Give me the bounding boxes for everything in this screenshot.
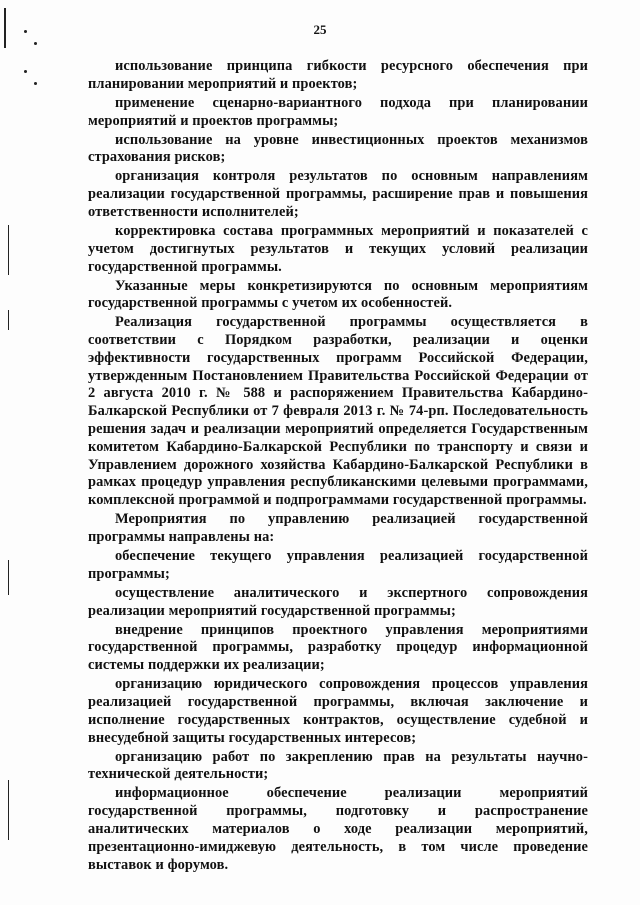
- paragraph: организацию юридического сопровождения процессов управления реализацией государственной программы, включая заключение и исполнение государственных контрактов, осуществление судебной и внесудебной защиты государственных интересов;: [88, 676, 588, 746]
- paragraph: организацию работ по закреплению прав на результаты научно-технической деятельности;: [88, 748, 588, 783]
- paragraph: применение сценарно-вариантного подхода при планировании мероприятий и проектов программы;: [88, 94, 588, 129]
- scan-mark-left-4: [8, 780, 9, 840]
- scan-dot-2: [34, 42, 37, 45]
- paragraph: Реализация государственной программы осуществляется в соответствии с Порядком разработки, реализации и оценки эффективности государственных программ Российской Федерации, утвержденным Постановлением Правительства Российской Федерации от 2 августа 2010 г. № 588 и распоряжением Правительства Кабардино-Балкарской Республики от 7 февраля 2013 г. № 74-рп. Последовательность решения задач и реализации мероприятий определяется Государственным комитетом Кабардино-Балкарской Республики по транспорту и связи и Управлением дорожного хозяйства Кабардино-Балкарской Республики в рамках процедур управления республиканскими целевыми программами, комплексной программой и подпрограммами государственной программы.: [88, 314, 588, 509]
- scan-mark-left-3: [8, 560, 9, 595]
- paragraph: использование на уровне инвестиционных проектов механизмов страхования рисков;: [88, 131, 588, 166]
- paragraph: осуществление аналитического и экспертного сопровождения реализации мероприятий государственной программы;: [88, 584, 588, 619]
- page-number: 25: [313, 22, 327, 37]
- paragraph: использование принципа гибкости ресурсного обеспечения при планировании мероприятий и проектов;: [88, 58, 588, 92]
- scan-mark-left-1: [8, 225, 9, 275]
- paragraph: организация контроля результатов по основным направлениям реализации государственной программы, расширение прав и повышения ответственности исполнителей;: [88, 168, 588, 220]
- scan-dot-4: [34, 82, 37, 85]
- scan-dot-3: [24, 70, 27, 73]
- paragraph: информационное обеспечение реализации мероприятий государственной программы, подготовку и распространение аналитических материалов о ходе реализации мероприятий, презентационно-имиджевую деятельность, в том числе проведение выставок и форумов.: [88, 785, 588, 873]
- paragraph: обеспечение текущего управления реализацией государственной программы;: [88, 548, 588, 582]
- paragraph: Указанные меры конкретизируются по основным мероприятиям государственной программы с учетом их особенностей.: [88, 277, 588, 312]
- scan-mark-left-2: [8, 310, 9, 330]
- paragraph: корректировка состава программных мероприятий и показателей с учетом достигнутых результатов и текущих условий реализации государственной программы.: [88, 222, 588, 275]
- document-body: [88, 58, 588, 875]
- paragraph: внедрение принципов проектного управления мероприятиями государственной программы, разработку процедур информационной системы поддержки их реализации;: [88, 621, 588, 674]
- paragraph: Мероприятия по управлению реализацией государственной программы направлены на:: [88, 511, 588, 546]
